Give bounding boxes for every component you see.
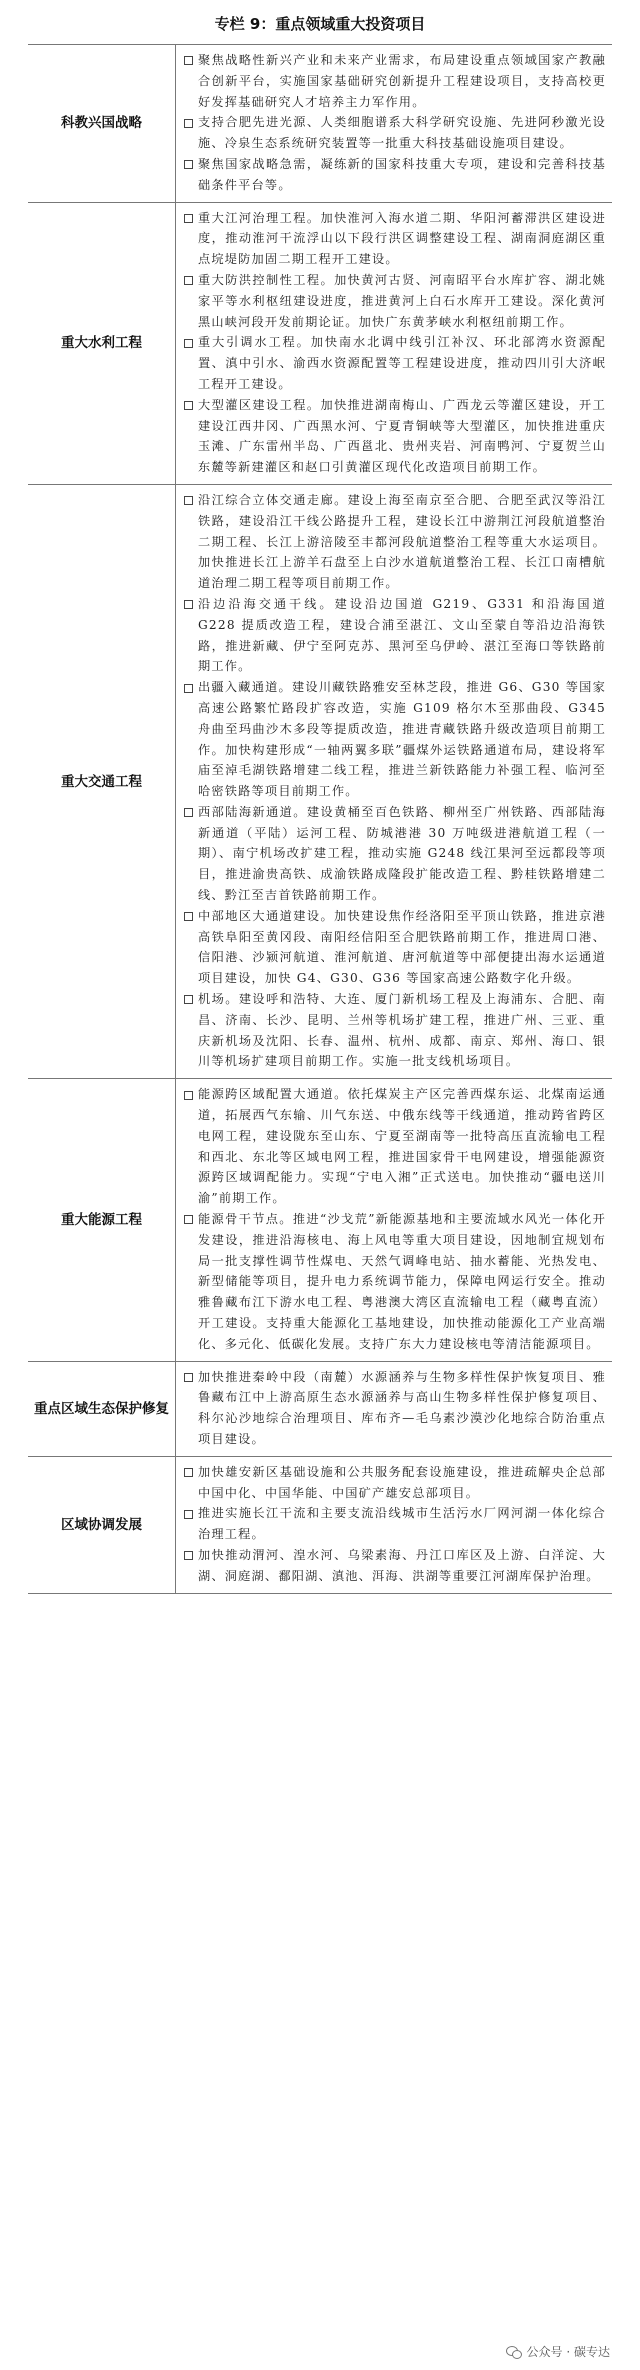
checkbox-bullet-icon [184,50,198,71]
list-item [184,154,606,196]
item-text: 加快雄安新区基础设施和公共服务配套设施建设，推进疏解央企总部中国中化、中国华能、中国矿产雄安总部项目。 [198,1464,606,1500]
list-item [184,270,606,332]
item-text: 大型灌区建设工程。加快推进湖南梅山、广西龙云等灌区建设，开工建设江西井冈、广西黑水河、宁夏青铜峡等大型灌区，加快推进重庆玉滩、广东雷州半岛、广西邕北、贵州夹岩、河南鸭河、宁夏贺兰山东麓等新建灌区和赵口引黄灌区现代化改造项目前期工作。 [198,397,606,475]
checkbox-bullet-icon [184,1462,198,1483]
item-text: 出疆入藏通道。建设川藏铁路雅安至林芝段，推进 G6、G30 等国家高速公路繁忙路段扩容改造，实施 G109 格尔木至那曲段、G345 舟曲至玛曲沙木多段等提质改造，推进青藏铁路升级改造项目前期工作。加快构建形成“一轴两翼多联”疆煤外运铁路通道布局，建设将军庙至淖毛湖铁路增建二线工程，推进兰新铁路能力补强工程、临河至哈密铁路等项目前期工作。 [198,680,606,799]
list-item [184,1503,606,1545]
section-row [28,484,612,1078]
checkbox-bullet-icon [184,154,198,175]
checkbox-bullet-icon [184,989,198,1010]
list-item [184,112,606,154]
item-text: 沿边沿海交通干线。建设沿边国道 G219、G331 和沿海国道 G228 提质改造工程，建设合浦至湛江、文山至蒙自等沿边沿海铁路，推进新藏、伊宁至阿克苏、黑河至乌伊岭、湛江至海口等铁路前期工作。 [198,596,606,674]
checkbox-bullet-icon [184,1503,198,1524]
list-item [184,989,606,1072]
item-text: 重大引调水工程。加快南水北调中线引江补汉、环北部湾水资源配置、滇中引水、渝西水资源配置等工程建设进度，推动四川引大济岷工程开工建设。 [198,335,606,391]
item-text: 机场。建设呼和浩特、大连、厦门新机场工程及上海浦东、合肥、南昌、济南、长沙、昆明、兰州等机场扩建工程，推进广州、三亚、重庆新机场及沈阳、长春、温州、杭州、成都、南京、郑州、海口、银川等机场扩建项目前期工作。实施一批支线机场项目。 [198,992,606,1069]
list-item [184,1462,606,1504]
section-row [28,1456,612,1593]
checkbox-bullet-icon [184,677,198,698]
item-text: 西部陆海新通道。建设黄桶至百色铁路、柳州至广州铁路、西部陆海新通道（平陆）运河工程、防城港港 30 万吨级进港航道工程（一期）、南宁机场改扩建工程，推动实施 G248 线江果河至远都段等项目，推进渝贵高铁、成渝铁路成隆段扩能改造工程、黔桂铁路增建二线、黔江至吉首铁路前期工作。 [198,804,606,903]
item-text: 支持合肥先进光源、人类细胞谱系大科学研究设施、先进阿秒激光设施、冷泉生态系统研究装置等一批重大科技基础设施项目建设。 [198,115,606,151]
checkbox-bullet-icon [184,1367,198,1388]
list-item [184,332,606,394]
checkbox-bullet-icon [184,332,198,353]
footer-text: 公众号 · 碳专达 [526,2345,610,2359]
page-title: 专栏 9：重点领域重大投资项目 [214,15,426,33]
item-text: 推进实施长江干流和主要支流沿线城市生活污水厂网河湖一体化综合治理工程。 [198,1506,606,1542]
section-row [28,1079,612,1361]
category-label: 重大能源工程 [28,1079,176,1361]
item-text: 加快推进秦岭中段（南麓）水源涵养与生物多样性保护恢复项目、雅鲁藏布江中上游高原生态水源涵养与高山生物多样性保护修复项目、科尔沁沙地综合治理项目、库布齐—毛乌素沙漠沙化地综合防治重点项目建设。 [198,1369,606,1446]
items-cell [176,202,613,484]
category-label: 重大交通工程 [28,484,176,1078]
list-item [184,208,606,270]
items-cell [176,45,613,203]
list-item [184,1209,606,1355]
section-row [28,1361,612,1456]
items-cell [176,484,613,1078]
checkbox-bullet-icon [184,594,198,615]
list-item [184,1367,606,1450]
checkbox-bullet-icon [184,112,198,133]
list-item [184,1084,606,1209]
checkbox-bullet-icon [184,395,198,416]
category-label: 区域协调发展 [28,1456,176,1593]
checkbox-bullet-icon [184,802,198,823]
checkbox-bullet-icon [184,906,198,927]
checkbox-bullet-icon [184,1084,198,1105]
list-item [184,50,606,112]
checkbox-bullet-icon [184,1545,198,1566]
checkbox-bullet-icon [184,208,198,229]
items-cell [176,1361,613,1456]
category-label: 重点区域生态保护修复 [28,1361,176,1456]
item-text: 中部地区大通道建设。加快建设焦作经洛阳至平顶山铁路，推进京港高铁阜阳至黄冈段、南阳经信阳至合肥铁路前期工作，推进周口港、信阳港、沙颍河航道、淮河航道、唐河航道等中部便捷出海水运通道项目建设，加快 G4、G30、G36 等国家高速公路数字化升级。 [198,908,606,986]
list-item [184,906,606,989]
list-item [184,594,606,677]
checkbox-bullet-icon [184,270,198,291]
items-cell [176,1079,613,1361]
item-text: 聚焦战略性新兴产业和未来产业需求，布局建设重点领域国家产教融合创新平台，实施国家基础研究创新提升工程建设项目，支持高校更好发挥基础研究人才培养主力军作用。 [198,53,606,109]
items-cell [176,1456,613,1593]
item-text: 沿江综合立体交通走廊。建设上海至南京至合肥、合肥至武汉等沿江铁路，建设沿江干线公路提升工程，建设长江中游荆江河段航道整治二期工程、长江上游涪陵至丰都河段航道整治工程等重大水运项目。加快推进长江上游羊石盘至上白沙水道航道整治工程、长江口南槽航道治理二期工程等项目前期工作。 [198,492,606,591]
list-item [184,1545,606,1587]
checkbox-bullet-icon [184,490,198,511]
item-text: 能源骨干节点。推进“沙戈荒”新能源基地和主要流域水风光一体化开发建设，推进沿海核电、海上风电等重大项目建设，因地制宜规划布局一批支撑性调节性煤电、天然气调峰电站、抽水蓄能、光热发电、新型储能等项目，提升电力系统调节能力，保障电网运行安全。推动雅鲁藏布江下游水电工程、粤港澳大湾区直流输电工程（藏粤直流）开工建设。支持重大能源化工基地建设，加快推动能源化工产业高端化、多元化、低碳化发展。支持广东大力建设核电等清洁能源项目。 [198,1212,606,1351]
project-table [28,44,612,1594]
category-label: 重大水利工程 [28,202,176,484]
checkbox-bullet-icon [184,1209,198,1230]
item-text: 加快推动渭河、湟水河、乌梁素海、丹江口库区及上游、白洋淀、大湖、洞庭湖、鄱阳湖、滇池、洱海、洪湖等重要江河湖库保护治理。 [198,1547,606,1583]
list-item [184,395,606,478]
list-item [184,490,606,594]
item-text: 重大防洪控制性工程。加快黄河古贤、河南昭平台水库扩容、湖北姚家平等水利枢纽建设进度，推进黄河上白石水库开工建设。深化黄河黑山峡河段开发前期论证。加快广东黄茅峡水利枢纽前期工作。 [198,272,606,329]
footer-watermark [506,2343,610,2360]
wechat-icon [506,2345,522,2359]
list-item [184,677,606,802]
item-text: 聚焦国家战略急需，凝练新的国家科技重大专项，建设和完善科技基础条件平台等。 [198,156,606,192]
category-label: 科教兴国战略 [28,45,176,203]
section-row [28,45,612,203]
item-text: 能源跨区域配置大通道。依托煤炭主产区完善西煤东运、北煤南运通道，拓展西气东输、川气东送、中俄东线等干线通道，推动跨省跨区电网工程，建设陇东至山东、宁夏至湖南等一批特高压直流输电工程和西北、东北等区域电网工程，推进国家骨干电网建设，增强能源资源跨区域调配能力。实现“宁电入湘”正式送电。加快推动“疆电送川渝”前期工作。 [198,1087,606,1206]
section-row [28,202,612,484]
item-text: 重大江河治理工程。加快淮河入海水道二期、华阳河蓄滞洪区建设进度，推动淮河干流浮山以下段行洪区调整建设工程、湖南洞庭湖区重点垸堤防加固二期工程开工建设。 [198,210,606,267]
list-item [184,802,606,906]
